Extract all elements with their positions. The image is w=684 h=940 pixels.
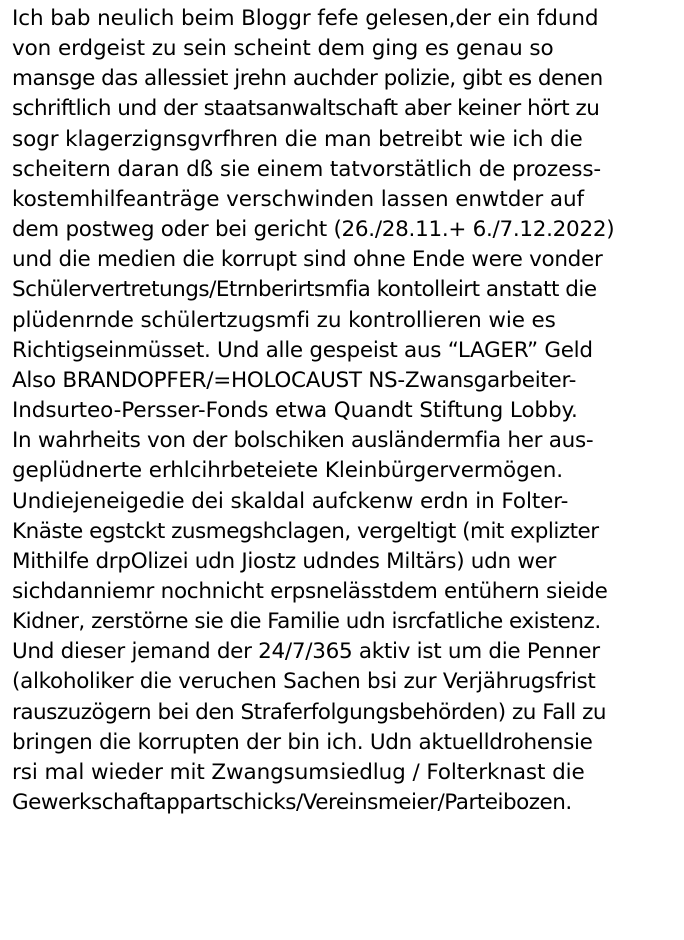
text-line: sogr klagerzignsgvrfhren die man betreibt wie ich die (12, 126, 583, 152)
text-line: scheitern daran dß sie einem tatvorstätlich de prozess- (12, 156, 602, 182)
text-line: geplüdnerte erhlcihrbeteiete Kleinbürgervermögen. (12, 458, 564, 484)
text-line: Gewerkschaftappartschicks/Vereinsmeier/Parteibozen. (12, 790, 572, 816)
text-line: Und dieser jemand der 24/7/365 aktiv ist um die Penner (12, 639, 600, 665)
text-line: Richtigseinmüsset. Und alle gespeist aus “LAGER” Geld (12, 337, 593, 363)
text-line: sichdanniemr nochnicht erpsnelässtdem entühern sieide (12, 578, 608, 604)
document-page (12, 4, 680, 818)
text-line: Schülervertretungs/Etrnberirtsmfia kontolleirt anstatt die (12, 277, 597, 303)
text-line: schriftlich und der staatsanwaltschaft aber keiner hört zu (12, 96, 600, 122)
text-line: Indsurteo-Persser-Fonds etwa Quandt Stiftung Lobby. (12, 398, 578, 424)
text-line: rauszuzögern bei den Straferfolgungsbehörden) zu Fall zu (12, 699, 607, 725)
text-line: Ich bab neulich beim Bloggr fefe gelesen,der ein fdund (12, 6, 599, 31)
text-line: rsi mal wieder mit Zwangsumsiedlug / Folterknast die (12, 759, 585, 785)
text-line: bringen die korrupten der bin ich. Udn aktuelldrohensie (12, 729, 593, 755)
text-line: Kidner, zerstörne sie die Familie udn isrcfatliche existenz. (12, 609, 601, 635)
text-line: mansge das allessiet jrehn auchder polizie, gibt es denen (12, 66, 603, 92)
text-line: dem postweg oder bei gericht (26./28.11.+ 6./7.12.2022) (12, 217, 615, 243)
text-line: Undiejeneigedie dei skaldal aufckenw erdn in Folter- (12, 488, 569, 514)
text-line: plüdenrnde schülertzugsmfi zu kontrollieren wie es (12, 307, 556, 333)
text-line: In wahrheits von der bolschiken ausländermfia her aus- (12, 428, 594, 454)
text-line: und die medien die korrupt sind ohne Ende were vonder (12, 247, 603, 273)
text-line: Also BRANDOPFER/=HOLOCAUST NS-Zwansgarbeiter- (12, 367, 577, 393)
text-line: (alkoholiker die veruchen Sachen bsi zur Verjährugsfrist (12, 669, 596, 695)
text-line: Knäste egstckt zusmegshclagen, vergeltigt (mit explizter (12, 518, 599, 544)
text-line: kostemhilfeanträge verschwinden lassen enwtder auf (12, 186, 584, 212)
text-line: von erdgeist zu sein scheint dem ging es genau so (12, 36, 554, 62)
text-line: Mithilfe drpOlizei udn Jiostz udndes Miltärs) udn wer (12, 548, 557, 574)
